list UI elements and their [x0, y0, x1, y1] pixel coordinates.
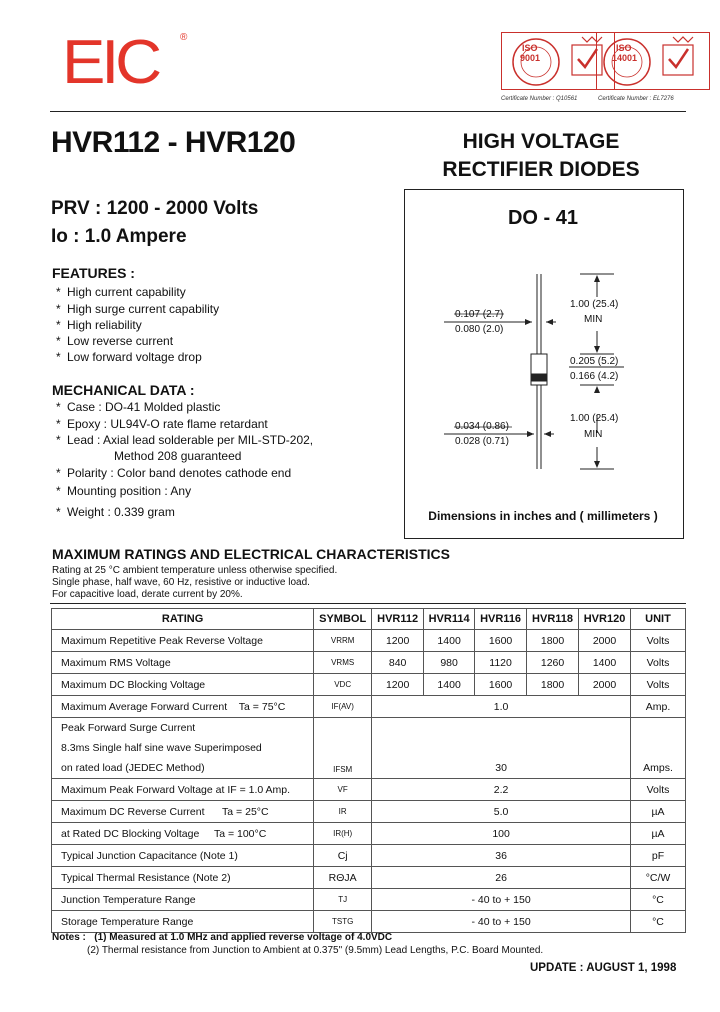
- ratings-note2: Single phase, half wave, 60 Hz, resistive or inductive load.: [52, 577, 310, 588]
- dim-wire-top: 0.034 (0.86): [455, 421, 509, 432]
- features-heading: FEATURES :: [52, 265, 135, 281]
- dim-wire-bottom: 0.028 (0.71): [455, 436, 509, 447]
- cert1-certificate: Certificate Number : Q10561: [501, 96, 578, 102]
- mechanical-item: Method 208 guaranteed: [114, 449, 242, 463]
- table-row: Typical Junction Capacitance (Note 1) Cj 36 pF: [52, 845, 686, 867]
- ratings-note3: For capacitive load, derate current by 20%.: [52, 589, 243, 600]
- ratings-table: [51, 608, 686, 933]
- dim-body-top: 0.205 (5.2): [570, 356, 619, 367]
- notes-label: Notes :: [52, 932, 86, 943]
- table-row: Maximum Repetitive Peak Reverse Voltage VRRM 1200 1400 1600 1800 2000 Volts: [52, 630, 686, 652]
- col-hvr116: HVR116: [475, 609, 527, 630]
- dim-lead-dia-bottom: 0.080 (2.0): [455, 324, 504, 335]
- feature-item: * High reliability: [56, 318, 142, 332]
- part-range-title: HVR112 - HVR120: [51, 126, 296, 159]
- type-line2: RECTIFIER DIODES: [442, 158, 640, 181]
- registered-mark: ®: [180, 32, 188, 43]
- table-row: Maximum Average Forward Current Ta = 75°C IF(AV) 1.0 Amp.: [52, 696, 686, 718]
- table-row: Typical Thermal Resistance (Note 2) RΘJA 26 °C/W: [52, 867, 686, 889]
- mechanical-item: * Polarity : Color band denotes cathode end: [56, 466, 292, 480]
- cert2-iso: ISO: [616, 43, 632, 53]
- dim-body-bottom: 0.166 (4.2): [570, 371, 619, 382]
- package-name: DO - 41: [507, 207, 579, 229]
- dim-lead-length-top-min: MIN: [584, 314, 603, 325]
- table-row: Maximum DC Blocking Voltage VDC 1200 1400 1600 1800 2000 Volts: [52, 674, 686, 696]
- feature-item: * High current capability: [56, 285, 186, 299]
- dim-lead-dia-top: 0.107 (2.7): [455, 309, 504, 320]
- mechanical-heading: MECHANICAL DATA :: [52, 382, 195, 398]
- mechanical-item: * Case : DO-41 Molded plastic: [56, 400, 221, 414]
- feature-item: * Low forward voltage drop: [56, 350, 202, 364]
- update-date: UPDATE : AUGUST 1, 1998: [530, 962, 677, 974]
- col-hvr120: HVR120: [579, 609, 631, 630]
- mechanical-item: * Epoxy : UL94V-O rate flame retardant: [56, 417, 268, 431]
- table-row: at Rated DC Blocking Voltage Ta = 100°C IR(H) 100 µA: [52, 823, 686, 845]
- table-row: Junction Temperature Range TJ - 40 to + 150 °C: [52, 889, 686, 911]
- table-header-row: [52, 609, 686, 630]
- cert2-number: 14001: [612, 53, 638, 63]
- table-row: Storage Temperature Range TSTG - 40 to + 150 °C: [52, 911, 686, 933]
- mechanical-item: * Mounting position : Any: [56, 484, 192, 498]
- col-hvr118: HVR118: [527, 609, 579, 630]
- header-rule: [50, 111, 686, 112]
- col-unit: UNIT: [631, 609, 686, 630]
- dim-lead-length-bottom: 1.00 (25.4): [570, 413, 619, 424]
- col-hvr114: HVR114: [424, 609, 475, 630]
- feature-item: * Low reverse current: [56, 334, 174, 348]
- prv-spec: PRV : 1200 - 2000 Volts: [51, 198, 259, 219]
- dim-lead-length-bottom-min: MIN: [584, 429, 603, 440]
- cert1-iso: ISO: [522, 43, 538, 53]
- cert2-certificate: Certificate Number : EL7276: [598, 96, 674, 102]
- note-2: (2) Thermal resistance from Junction to Ambient at 0.375" (9.5mm) Lead Lengths, P.C. Board Mounted.: [87, 945, 544, 956]
- col-hvr112: HVR112: [372, 609, 424, 630]
- table-row: Maximum DC Reverse Current Ta = 25°C IR 5.0 µA: [52, 801, 686, 823]
- mechanical-item: * Lead : Axial lead solderable per MIL-STD-202,: [56, 433, 314, 447]
- type-line1: HIGH VOLTAGE: [462, 130, 620, 153]
- cert1-number: 9001: [520, 53, 541, 63]
- eic-logo: EIC: [62, 28, 158, 97]
- table-row: Maximum RMS Voltage VRMS 840 980 1120 1260 1400 Volts: [52, 652, 686, 674]
- package-caption: Dimensions in inches and ( millimeters ): [428, 509, 658, 523]
- feature-item: * High surge current capability: [56, 302, 220, 316]
- io-spec: Io : 1.0 Ampere: [51, 226, 187, 247]
- col-symbol: SYMBOL: [314, 609, 372, 630]
- do41-package-drawing: [404, 189, 682, 537]
- table-row: Maximum Peak Forward Voltage at IF = 1.0 Amp. VF 2.2 Volts: [52, 779, 686, 801]
- dim-lead-length-top: 1.00 (25.4): [570, 299, 619, 310]
- note-1: (1) Measured at 1.0 MHz and applied reverse voltage of 4.0VDC: [94, 932, 393, 943]
- mechanical-item: * Weight : 0.339 gram: [56, 505, 175, 519]
- col-rating: RATING: [52, 609, 314, 630]
- notes-block: [52, 932, 543, 956]
- table-row: Peak Forward Surge Current 8.3ms Single half sine wave Superimposed on rated load (JEDEC Method) IFSM 30 Amps.: [52, 718, 686, 779]
- ratings-rule: [50, 603, 686, 604]
- ratings-heading: MAXIMUM RATINGS AND ELECTRICAL CHARACTERISTICS: [52, 546, 450, 562]
- ratings-note1: Rating at 25 °C ambient temperature unless otherwise specified.: [52, 565, 338, 576]
